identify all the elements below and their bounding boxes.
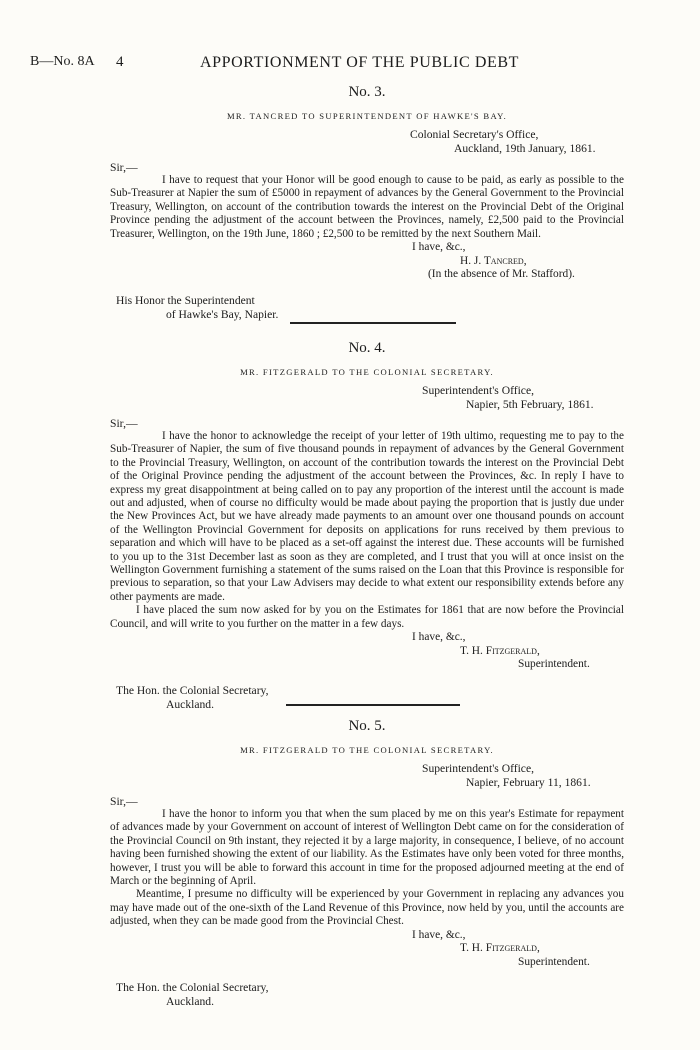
closing-line: I have, &c., — [412, 631, 466, 644]
section-divider — [290, 322, 456, 324]
page-header — [0, 54, 700, 76]
page-title: APPORTIONMENT OF THE PUBLIC DEBT — [200, 54, 520, 71]
signature: H. J. Tancred, — [460, 254, 527, 267]
addressee-line: The Hon. the Colonial Secretary, — [116, 683, 269, 697]
letter-paragraph: I have the honor to acknowledge the receipt of your letter of 19th ultimo, requesting me to pay to the Sub-Treasurer of Napier, the sum of five thousand pounds in repayment of advances by the General Government to the Provincial Treasury, Wellington, on account of the contribution towards the interest on the Provincial Debt of the Original Province pending the adjustment of the account between the Provinces, &c. In reply I have to express my great disappointment at being called on to pay any proportion of the interest until the account is made out and adjusted, when of course no difficulty would be made about paying the proportion that is justly due under the New Provinces Act, but we have already made payments to an amount over one thousand pounds on account of the Wellington Provincial Government for deposits on applications for runs received by them previous to separation and which will have to be placed as a set-off against the interest due. These accounts will be furnished to you up to the 31st December last as soon as they are completed, and I trust that you will at once insist on the Wellington Government furnishing a statement of the sums raised on the Loan that this Province is responsible for previous to separation, so that your Law Advisers may decide to what extent our responsibility extends before any other payments are made. — [110, 430, 624, 603]
salutation: Sir,— — [110, 161, 138, 174]
letter-no-4 — [110, 340, 624, 712]
section-divider — [286, 704, 460, 706]
address-date-line: Napier, 5th February, 1861. — [466, 398, 594, 411]
address-line: Superintendent's Office, — [422, 384, 534, 397]
letter-subheading: MR. TANCRED TO SUPERINTENDENT OF HAWKE'S BAY. — [226, 111, 508, 121]
letter-subheading: MR. FITZGERALD TO THE COLONIAL SECRETARY. — [240, 367, 494, 377]
letter-no-3 — [110, 84, 624, 322]
address-line: Superintendent's Office, — [422, 762, 534, 775]
signature: T. H. Fitzgerald, — [460, 942, 540, 955]
addressee — [116, 981, 624, 1009]
sender-address — [410, 128, 624, 156]
page-number: 4 — [116, 54, 124, 70]
letter-paragraph: Meantime, I presume no difficulty will be experienced by your Government in replacing any advances you may have made out of the one-sixth of the Land Revenue of this Province, now held by you, until the accounts are adjusted, when they can be made good from the Provincial Chest. — [110, 888, 624, 928]
letter-paragraph: I have placed the sum now asked for by you on the Estimates for 1861 that are now before the Provincial Council, and will write to you further on the matter in a few days. — [110, 604, 624, 630]
address-date-line: Napier, February 11, 1861. — [466, 776, 591, 789]
letter-subheading: MR. FITZGERALD TO THE COLONIAL SECRETARY. — [240, 745, 494, 755]
addressee-line: The Hon. the Colonial Secretary, — [116, 981, 269, 995]
addressee — [116, 294, 624, 322]
addressee-line: His Honor the Superintendent — [116, 293, 255, 307]
salutation: Sir,— — [110, 417, 138, 430]
signature-title: Superintendent. — [518, 955, 590, 968]
address-date-line: Auckland, 19th January, 1861. — [454, 142, 596, 155]
closing-line: I have, &c., — [412, 241, 466, 254]
signature-note: (In the absence of Mr. Stafford). — [428, 268, 575, 281]
signature: T. H. Fitzgerald, — [460, 644, 540, 657]
signature-title: Superintendent. — [518, 658, 590, 671]
letter-number: No. 3. — [348, 84, 386, 100]
addressee-place: Auckland. — [166, 697, 214, 711]
sender-address — [422, 384, 624, 412]
address-line: Colonial Secretary's Office, — [410, 128, 539, 141]
addressee-place: of Hawke's Bay, Napier. — [166, 307, 279, 321]
closing-line: I have, &c., — [412, 928, 466, 941]
letter-number: No. 5. — [348, 718, 386, 734]
addressee-place: Auckland. — [166, 995, 214, 1009]
document-reference: B—No. 8A — [30, 54, 95, 69]
salutation: Sir,— — [110, 795, 138, 808]
letter-paragraph: I have the honor to inform you that when the sum placed by me on this year's Estimate for repayment of advances made by your Government on account of interest of Wellington Debt came on for the consideration of the Provincial Council on 9th instant, they rejected it by a large majority, in consequence, I believe, of no account having been furnished showing the extent of our liability. As the Estimates have only been voted for three months, however, I trust you will be able to forward this account in time for the proposed adjourned meeting at the end of March or the beginning of April. — [110, 808, 624, 888]
letter-no-5 — [110, 718, 624, 1009]
letter-number: No. 4. — [348, 340, 386, 356]
addressee — [116, 684, 624, 712]
sender-address — [422, 762, 624, 790]
letter-paragraph: I have to request that your Honor will be good enough to cause to be paid, as early as possible to the Sub-Treasurer at Napier the sum of £5000 in repayment of advances by the General Government to the Provincial Treasury, Wellington, on account of the contribution towards the interest on the Provincial Debt of the Original Province pending the adjustment of the account between the Provinces, namely, £2,500 paid to the Provincial Treasurer, Wellington, on the 19th June, 1860 ; £2,500 to be remitted by the next Southern Mail. — [110, 174, 624, 240]
